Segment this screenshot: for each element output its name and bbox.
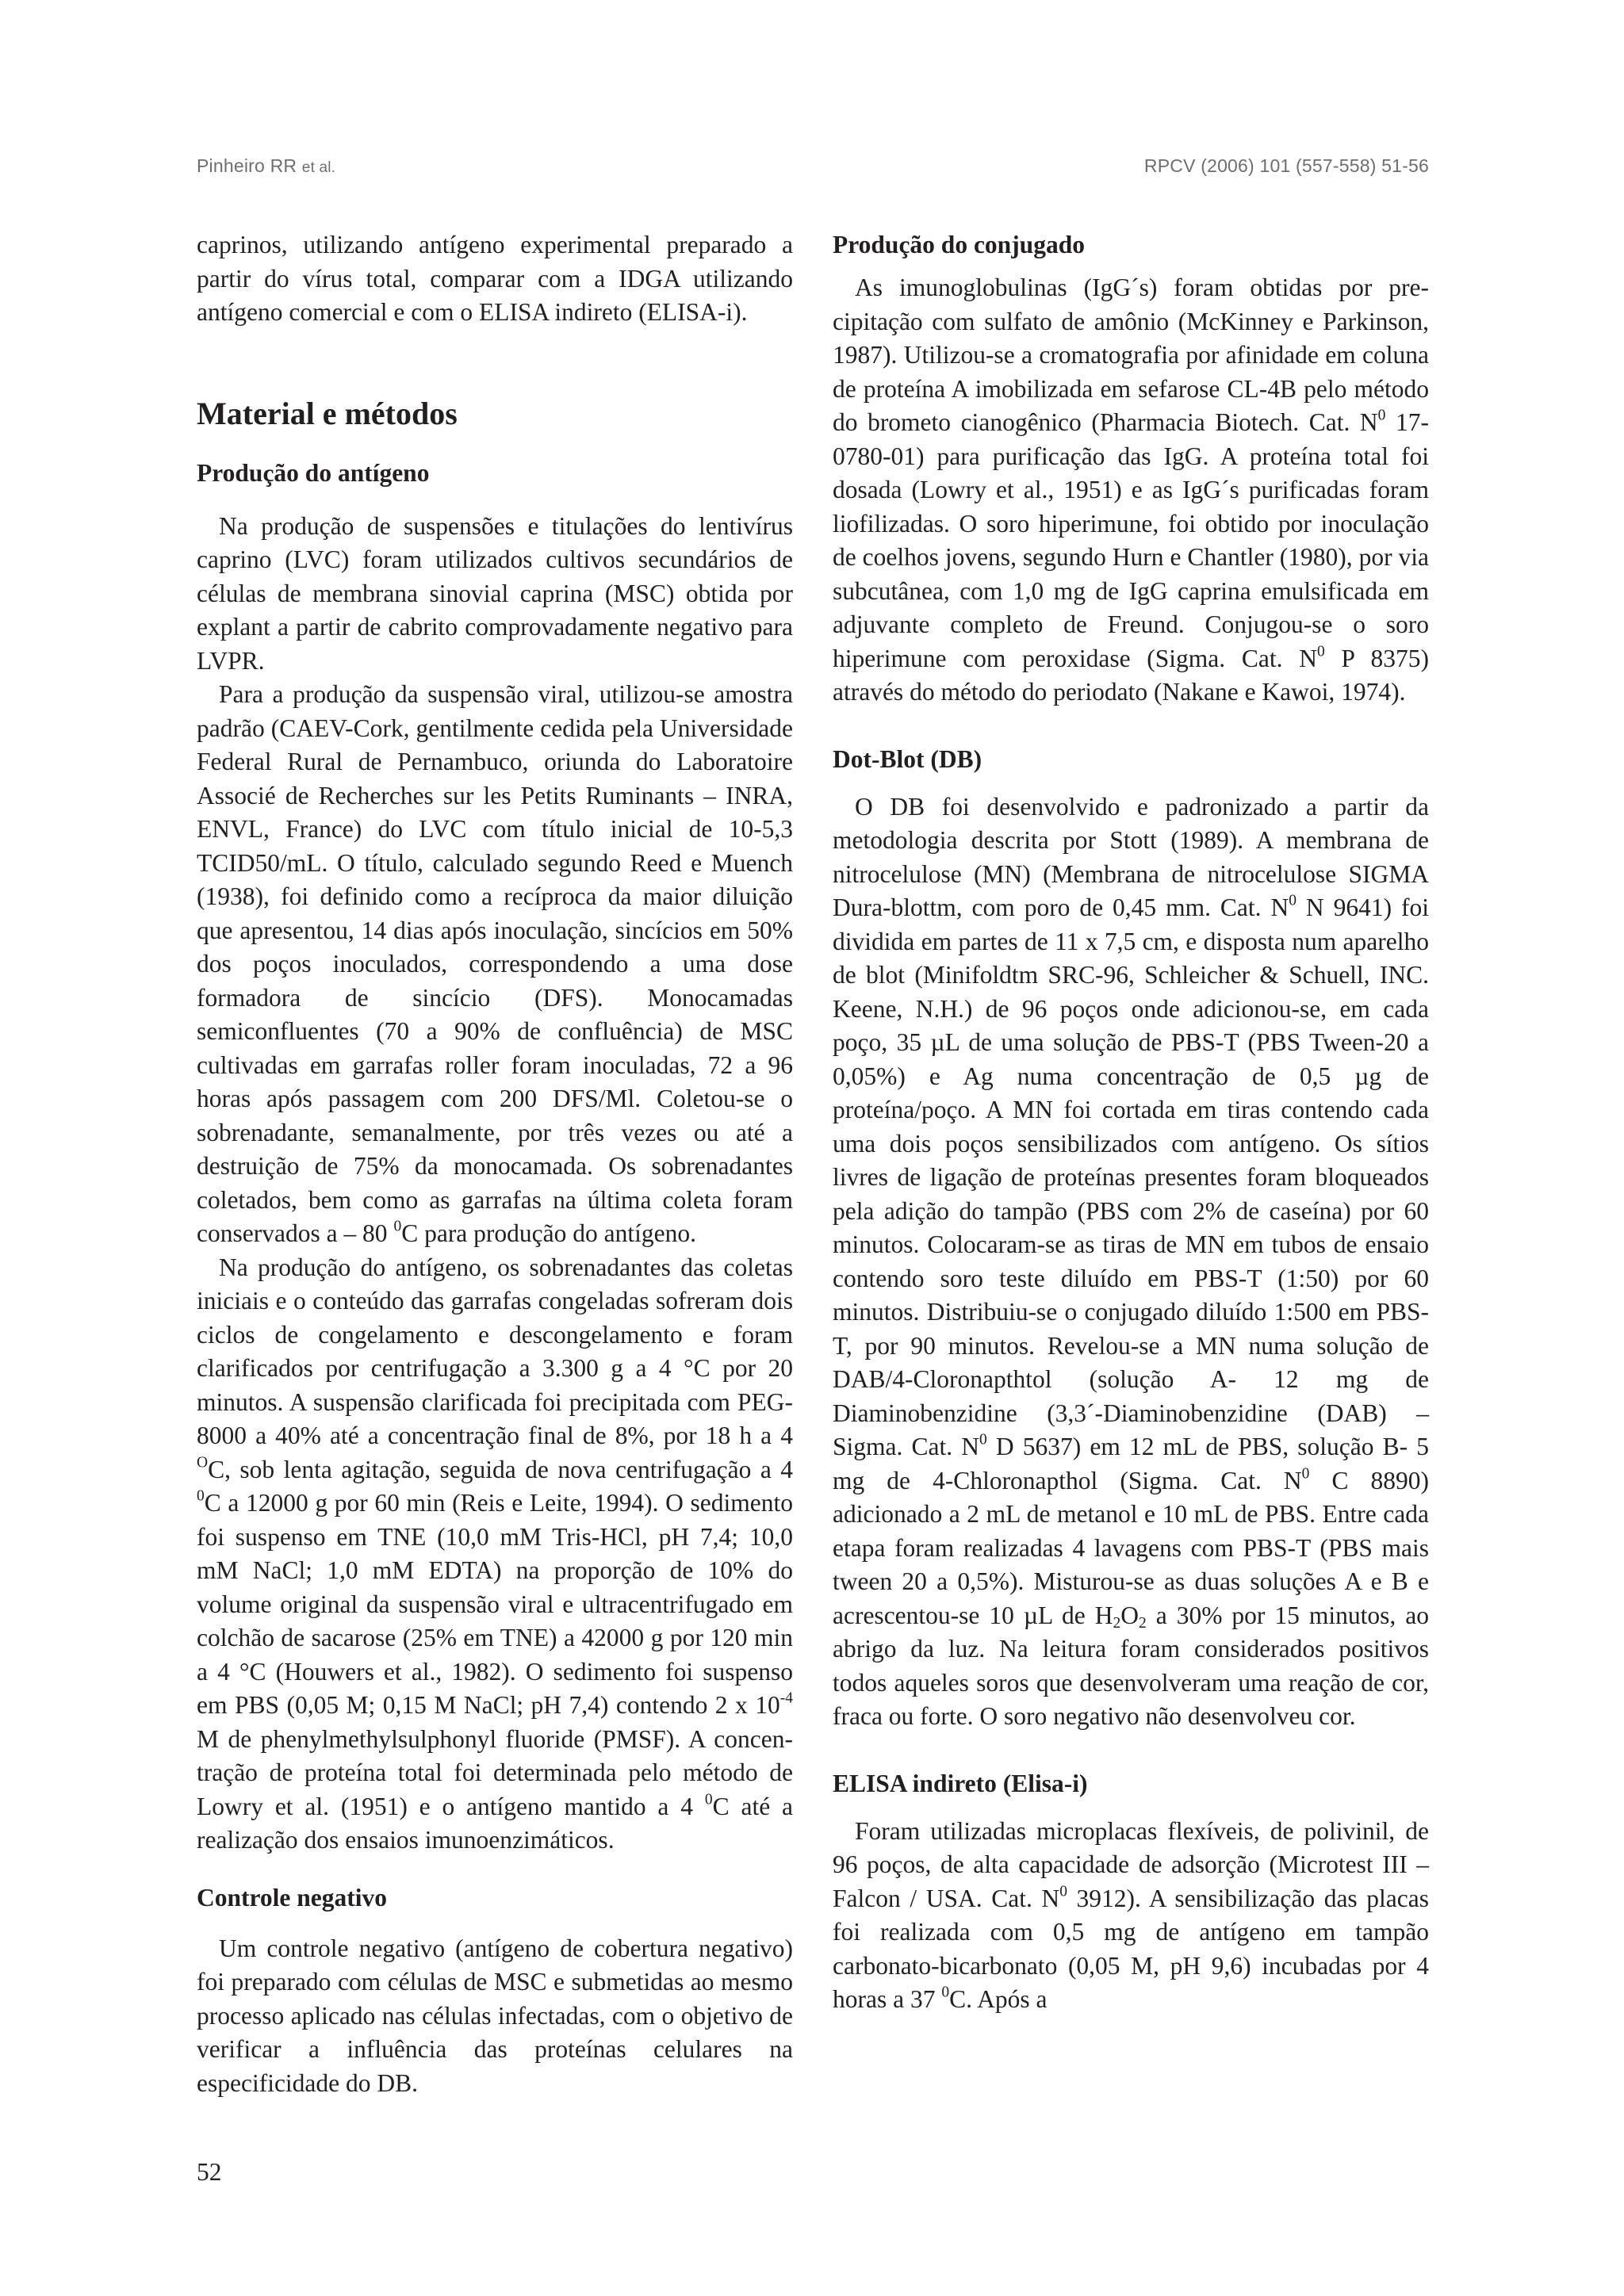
subhead-controle-negativo: Controle negativo	[197, 1883, 388, 1911]
author-name: Pinheiro RR	[197, 155, 297, 176]
conjugate-paragraph: As imunoglobulinas (IgG´s) foram obtidas por precipitação com sulfato de amônio (McKinney e Parkinson, 1987). Utilizou-se a cromatografia por afinidade em coluna de proteína A imobilizada em sefarose CL-4B pelo método do brometo cianogênico (Pharmacia Biotech. Cat. $N^0$ 17-0780-01) para purificação das IgG. A proteína total foi dosada (Lowry et al., 1951) e as IgG´s purificadas foram liofilizadas. O soro hiperimune, foi obtido por inoculação de coelhos jovens, segundo Hurn e Chantler (1980), por via subcutânea, com 1,0 mg de IgG caprina emulsificada em adjuvante completo de Freund. Conjugou-se o soro hiperimune com peroxidase (Sigma. Cat. $N^0$ P 8375) através do método do periodato (Nakane e Kawoi, 1974).	[833, 274, 1429, 706]
control-paragraph: Um controle negativo (antígeno de cobertura negativo) foi preparado com células de MSC e submetidas ao mesmo processo aplicado nas células infectadas, com o objetivo de verificar a influência das proteínas celulares na especificidade do DB.	[197, 1934, 793, 2097]
section-title-material-metodos: Material e métodos	[197, 395, 458, 431]
antigen-paragraph-3: Na produção do antígeno, os sobrenadantes das coletas iniciais e o conteúdo das garrafas congeladas sofreram dois ciclos de congelamento e descongelamento e foram clarificados por centrifugação a 3.300 g a 4 °C por 20 minutos. A suspensão clarificada foi precipitada com PEG-8000 a 40% até a concentração final de 8%, por 18 h a 4 $^O$C, sob lenta agitação, seguida de nova centrifugação a 4 $^0$C a 12000 g por 60 min (Reis e Leite, 1994). O sedimento foi suspenso em TNE (10,0 mM Tris-HCl, pH 7,4; 10,0 mM NaCl; 1,0 mM EDTA) na proporção de 10% do volume original da suspensão viral e ultracentrifugado em colchão de sacarose (25% em TNE) a 42000 g por 120 min a 4 °C (Houwers et al., 1982). O sedimento foi suspenso em PBS (0,05 M; 0,15 M NaCl; pH 7,4) contendo 2 x $10^{-4}$ M de phenylmethylsulphonyl fluoride (PMSF). A concentração de proteína total foi determinada pelo método de Lowry et al. (1951) e o antígeno mantido a 4 $^0$C até a realização dos ensaios imunoenzimáticos.	[197, 1253, 793, 1854]
left-column	[197, 228, 793, 2100]
dot-blot-paragraph: O DB foi desenvolvido e padronizado a partir da metodologia descrita por Stott (1989). A membrana de nitrocelulose (MN) (Membrana de nitrocelulose SIGMA Dura-blottm, com poro de 0,45 mm. Cat. $N^0$ N 9641) foi dividida em partes de 11 x 7,5 cm, e disposta num aparelho de blot (Minifoldtm SRC-96, Schleicher & Schuell, INC. Keene, N.H.) de 96 poços onde adicionou-se, em cada poço, 35 µL de uma solução de PBS-T (PBS Tween-20 a 0,05%) e Ag numa concentração de 0,5 µg de proteína/poço. A MN foi cortada em tiras contendo cada uma dois poços sensibilizados com antígeno. Os sítios livres de ligação de proteínas presentes foram bloqueados pela adição do tampão (PBS com 2% de caseína) por 60 minutos. Colocaram-se as tiras de MN em tubos de ensaio contendo soro teste diluído em PBS-T (1:50) por 60 minutos. Distribuiu-se o conjugado diluído 1:500 em PBS-T, por 90 minutos. Revelou-se a MN numa solução de DAB/4-Cloronapthtol (solução A- 12 mg de Diaminobenzidine (3,3´-Diaminobenzidine (DAB) – Sigma. Cat. $N^0$ D 5637) em 12 mL de PBS, solução B- 5 mg de 4-Chloronapthol (Sigma. Cat. $N^0$ C 8890) adicionado a 2 mL de metanol e 10 mL de PBS. Entre cada etapa foram realizadas 4 lavagens com PBS-T (PBS mais tween 20 a 0,5%). Misturou-se as duas soluções A e B e acrescentou-se 10 µL de $H_2O_2$ a 30% por 15 minutos, ao abrigo da luz. Na leitura foram considerados positivos todos aqueles soros que desenvolveram uma reação de cor, fraca ou forte. O soro negativo não desenvolveu cor.	[833, 792, 1430, 1730]
subhead-elisa-indireto: ELISA indireto (Elisa-i)	[833, 1769, 1088, 1797]
antigen-paragraph-1: Na produção de suspensões e titulações do lentivírus caprino (LVC) foram utilizados cultivos secundários de células de membrana sinovial caprina (MSC) obtida por explant a partir de cabrito comprovadamente negativo para LVPR.	[197, 511, 793, 675]
author-etal: et al.	[301, 159, 336, 176]
subhead-dot-blot: Dot-Blot (DB)	[833, 744, 982, 773]
running-head-author	[197, 155, 335, 177]
elisa-paragraph: Foram utilizadas microplacas flexíveis, de polivinil, de 96 poços, de alta capacidade de adsorção (Microtest III – Falcon / USA. Cat. $N^0$ 3912). A sensibilização das placas foi realizada com 0,5 mg de antígeno em tampão carbonato-bicarbonato (0,05 M, pH 9,6) incubadas por 4 horas a 37 $^0$C. Após a	[833, 1816, 1430, 2013]
subhead-producao-conjugado: Produção do conjugado	[833, 231, 1085, 258]
page-number: 52	[197, 2158, 222, 2186]
antigen-paragraph-2: Para a produção da suspensão viral, utilizou-se amostra padrão (CAEV-Cork, gentilmente cedida pela Universidade Federal Rural de Pernambuco, oriunda do Laboratoire Associé de Recherches sur les Petits Ruminants – INRA, ENVL, France) do LVC com título inicial de 10-5,3 TCID50/mL. O título, calculado segundo Reed e Muench (1938), foi definido como a recíproca da maior diluição que apresentou, 14 dias após inoculação, sincícios em 50% dos poços inoculados, correspondendo a uma dose formadora de sincício (DFS). Monocamadas semiconfluentes (70 a 90% de confluência) de MSC cultivadas em garrafas roller foram inoculadas, 72 a 96 horas após passagem com 200 DFS/Ml. Coletou-se o sobrenadante, semanalmente, por três vezes ou até a destruição de 75% da monocamada. Os sobrenadantes coletados, bem como as garrafas na última coleta foram conservados a – 80 $^0$C para produção do antígeno.	[197, 680, 793, 1247]
subhead-producao-antigeno: Produção do antígeno	[197, 458, 430, 487]
right-column	[833, 228, 1429, 2017]
intro-ending-paragraph: caprinos, utilizando antígeno experimental preparado a partir do vírus total, comparar com a IDGA utilizando antígeno comercial e com o ELISA indireto (ELISA-i).	[197, 231, 793, 326]
running-head-citation: RPCV (2006) 101 (557-558) 51-56	[1143, 155, 1429, 176]
